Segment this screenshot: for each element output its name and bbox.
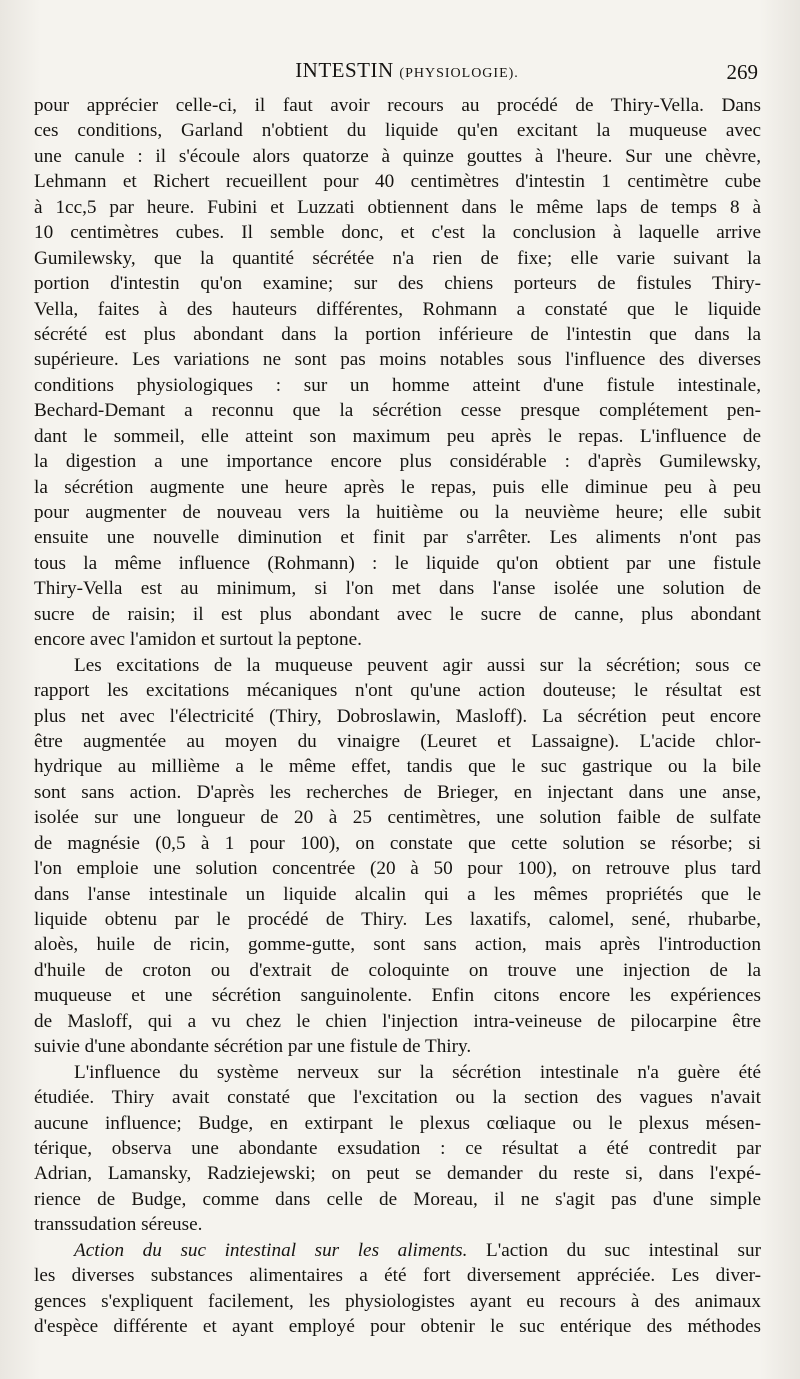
paragraph-secretion-quantity bbox=[34, 93, 761, 653]
text-line: la digestion a une importance encore plus considérable : d'après Gumilewsky, bbox=[34, 451, 761, 473]
text-line: ensuite une nouvelle diminution et finit par s'arrêter. Les aliments n'ont pas bbox=[34, 527, 761, 549]
text-line: 10 centimètres cubes. Il semble donc, et c'est la conclusion à laquelle arrive bbox=[34, 222, 761, 244]
text-line-lead bbox=[34, 1238, 761, 1263]
text-line: les diverses substances alimentaires a été fort diversement appréciée. Les diver- bbox=[34, 1265, 761, 1287]
text-line: hydrique au millième a le même effet, tandis que le suc gastrique ou la bile bbox=[34, 756, 761, 778]
text-line: térique, observa une abondante exsudation : ce résultat a été contredit par bbox=[34, 1137, 761, 1159]
paragraph-action-on-food bbox=[34, 1238, 761, 1340]
text-line: dant le sommeil, elle atteint son maximum peu après le repas. L'influence de bbox=[34, 425, 761, 447]
text-line: L'influence du système nerveux sur la sécrétion intestinale n'a guère été bbox=[74, 1061, 761, 1083]
paragraph-mucosa-excitations bbox=[34, 653, 761, 1060]
text-line: sont sans action. D'après les recherches de Brieger, en injectant dans une anse, bbox=[34, 781, 761, 803]
running-title bbox=[36, 58, 758, 83]
text-line: portion d'intestin qu'on examine; sur des chiens porteurs de fistules Thiry- bbox=[34, 273, 761, 295]
text-line: conditions physiologiques : sur un homme atteint d'une fistule intestinale, bbox=[34, 374, 761, 396]
text-line: gences s'expliquent facilement, les physiologistes ayant eu recours à des animaux bbox=[34, 1290, 761, 1312]
text-line: tous la même influence (Rohmann) : le liquide qu'on obtient par une fistule bbox=[34, 552, 761, 574]
text-line: de magnésie (0,5 à 1 pour 100), on constate que cette solution se résorbe; si bbox=[34, 832, 761, 854]
text-line: Adrian, Lamansky, Radziejewski; on peut se demander du reste si, dans l'expé- bbox=[34, 1163, 761, 1185]
page-number: 269 bbox=[726, 60, 758, 84]
body-text bbox=[34, 93, 761, 1339]
text-line: être augmentée au moyen du vinaigre (Leuret et Lassaigne). L'acide chlor- bbox=[34, 730, 761, 752]
text-line: supérieure. Les variations ne sont pas moins notables sous l'influence des diverses bbox=[34, 349, 761, 371]
text-line: aucune influence; Budge, en extirpant le plexus cœliaque ou le plexus mésen- bbox=[34, 1112, 761, 1134]
text-line: liquide obtenu par le procédé de Thiry. Les laxatifs, calomel, sené, rhubarbe, bbox=[34, 909, 761, 930]
text-line: plus net avec l'électricité (Thiry, Dobroslawin, Masloff). La sécrétion peut encore bbox=[34, 705, 761, 727]
text-line: Thiry-Vella est au minimum, si l'on met dans l'anse isolée une solution de bbox=[34, 578, 761, 600]
title-main: INTESTIN bbox=[295, 58, 394, 82]
text-line: d'huile de croton ou d'extrait de coloquinte on trouve une injection de la bbox=[34, 959, 761, 981]
text-line: dans l'anse intestinale un liquide alcalin qui a les mêmes propriétés que le bbox=[34, 883, 761, 905]
text-line: muqueuse et une sécrétion sanguinolente. Enfin citons encore les expériences bbox=[34, 985, 761, 1007]
text-line: transsudation séreuse. bbox=[34, 1214, 203, 1236]
text-line: isolée sur une longueur de 20 à 25 centimètres, une solution faible de sulfate bbox=[34, 807, 761, 829]
text-line: rience de Budge, comme dans celle de Moreau, il ne s'agit pas d'une simple bbox=[34, 1188, 761, 1210]
text-line: de Masloff, qui a vu chez le chien l'injection intra-veineuse de pilocarpine être bbox=[34, 1010, 761, 1032]
text-line: pour augmenter de nouveau vers la huitième ou la neuvième heure; elle subit bbox=[34, 502, 761, 523]
text-line: suivie d'une abondante sécrétion par une fistule de Thiry. bbox=[34, 1036, 472, 1058]
text-line: Les excitations de la muqueuse peuvent agir aussi sur la sécrétion; sous ce bbox=[74, 654, 761, 676]
text-line: l'on emploie une solution concentrée (20 à 50 pour 100), on retrouve plus tard bbox=[34, 858, 761, 880]
text-line: Bechard-Demant a reconnu que la sécrétion cesse presque complétement pen- bbox=[34, 400, 761, 422]
running-head bbox=[36, 58, 758, 88]
text-line: ces conditions, Garland n'obtient du liquide qu'en excitant la muqueuse avec bbox=[34, 120, 761, 142]
text-line: Vella, faites à des hauteurs différentes, Rohmann a constaté que le liquide bbox=[34, 298, 761, 320]
text-line: étudiée. Thiry avait constaté que l'excitation ou la section des vagues n'avait bbox=[34, 1087, 761, 1109]
text-line: sécrété est plus abondant dans la portion inférieure de l'intestin que dans la bbox=[34, 323, 761, 345]
text-line: Lehmann et Richert recueillent pour 40 centimètres d'intestin 1 centimètre cube bbox=[34, 171, 761, 193]
text-line: pour apprécier celle-ci, il faut avoir recours au procédé de Thiry-Vella. Dans bbox=[34, 95, 761, 116]
text-line: Gumilewsky, que la quantité sécrétée n'a rien de fixe; elle varie suivant la bbox=[34, 247, 761, 269]
lead-rest: L'action du suc intestinal sur bbox=[467, 1239, 761, 1261]
text-line: sucre de raisin; il est plus abondant avec le sucre de canne, plus abondant bbox=[34, 603, 761, 625]
text-line: aloès, huile de ricin, gomme-gutte, sont sans action, mais après l'introduction bbox=[34, 934, 761, 956]
section-heading-italic: Action du suc intestinal sur les aliments. bbox=[74, 1239, 468, 1261]
text-line: encore avec l'amidon et surtout la peptone. bbox=[34, 629, 362, 651]
text-line: d'espèce différente et ayant employé pour obtenir le suc entérique des méthodes bbox=[34, 1316, 761, 1337]
text-line: une canule : il s'écoule alors quatorze à quinze gouttes à l'heure. Sur une chèvre, bbox=[34, 145, 761, 167]
text-line: rapport les excitations mécaniques n'ont qu'une action douteuse; le résultat est bbox=[34, 680, 761, 702]
paragraph-nervous-system bbox=[34, 1060, 761, 1238]
text-line: la sécrétion augmente une heure après le repas, puis elle diminue peu à peu bbox=[34, 476, 761, 498]
title-sub: (PHYSIOLOGIE). bbox=[399, 66, 519, 81]
text-line: à 1cc,5 par heure. Fubini et Luzzati obtiennent dans le même laps de temps 8 à bbox=[34, 196, 761, 218]
